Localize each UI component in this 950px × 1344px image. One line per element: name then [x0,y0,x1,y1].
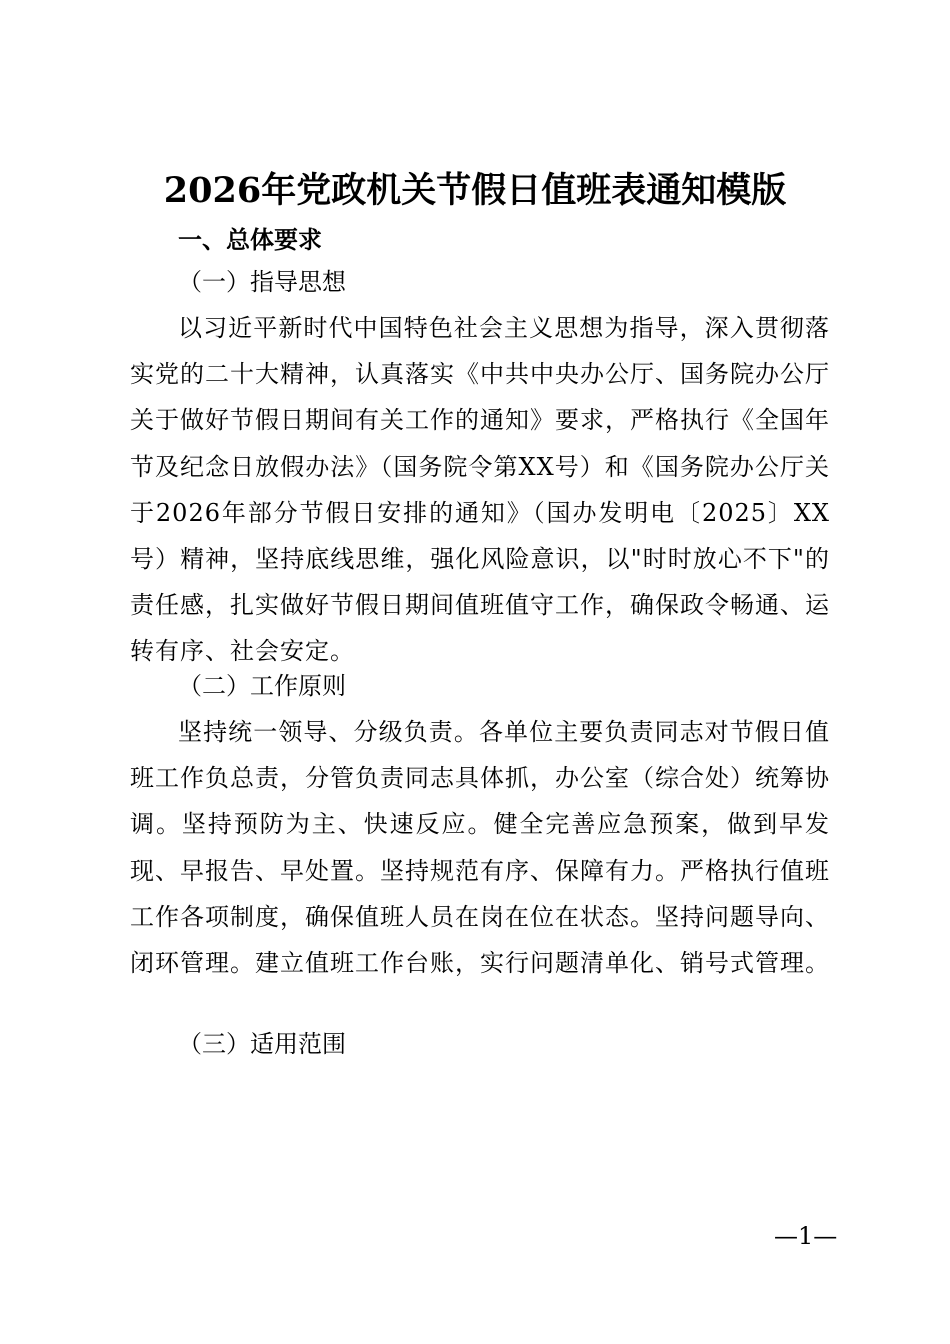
paragraph-guiding-ideology: 以习近平新时代中国特色社会主义思想为指导，深入贯彻落实党的二十大精神，认真落实《中共中央办公厅、国务院办公厅关于做好节假日期间有关工作的通知》要求，严格执行《全国年节及纪念日放假办法》（国务院令第XX号）和《国务院办公厅关于2026年部分节假日安排的通知》（国办发明电〔2025〕XX号）精神，坚持底线思维，强化风险意识，以"时时放心不下"的责任感，扎实做好节假日期间值班值守工作，确保政令畅通、运转有序、社会安定。 [130,314,830,666]
subsection-heading-scope: （三）适用范围 [178,1030,346,1058]
document-title: 2026年党政机关节假日值班表通知模版 [163,170,787,211]
subsection-heading-guiding-ideology: （一）指导思想 [178,268,346,296]
page-number: —1— [774,1222,838,1250]
section-heading-general-requirements: 一、总体要求 [178,225,322,254]
subsection-heading-work-principles: （二）工作原则 [178,672,346,700]
paragraph-work-principles: 坚持统一领导、分级负责。各单位主要负责同志对节假日值班工作负总责，分管负责同志具体抓，办公室（综合处）统筹协调。坚持预防为主、快速反应。健全完善应急预案，做到早发现、早报告、早处置。坚持规范有序、保障有力。严格执行值班工作各项制度，确保值班人员在岗在位在状态。坚持问题导向、闭环管理。建立值班工作台账，实行问题清单化、销号式管理。 [130,718,830,978]
